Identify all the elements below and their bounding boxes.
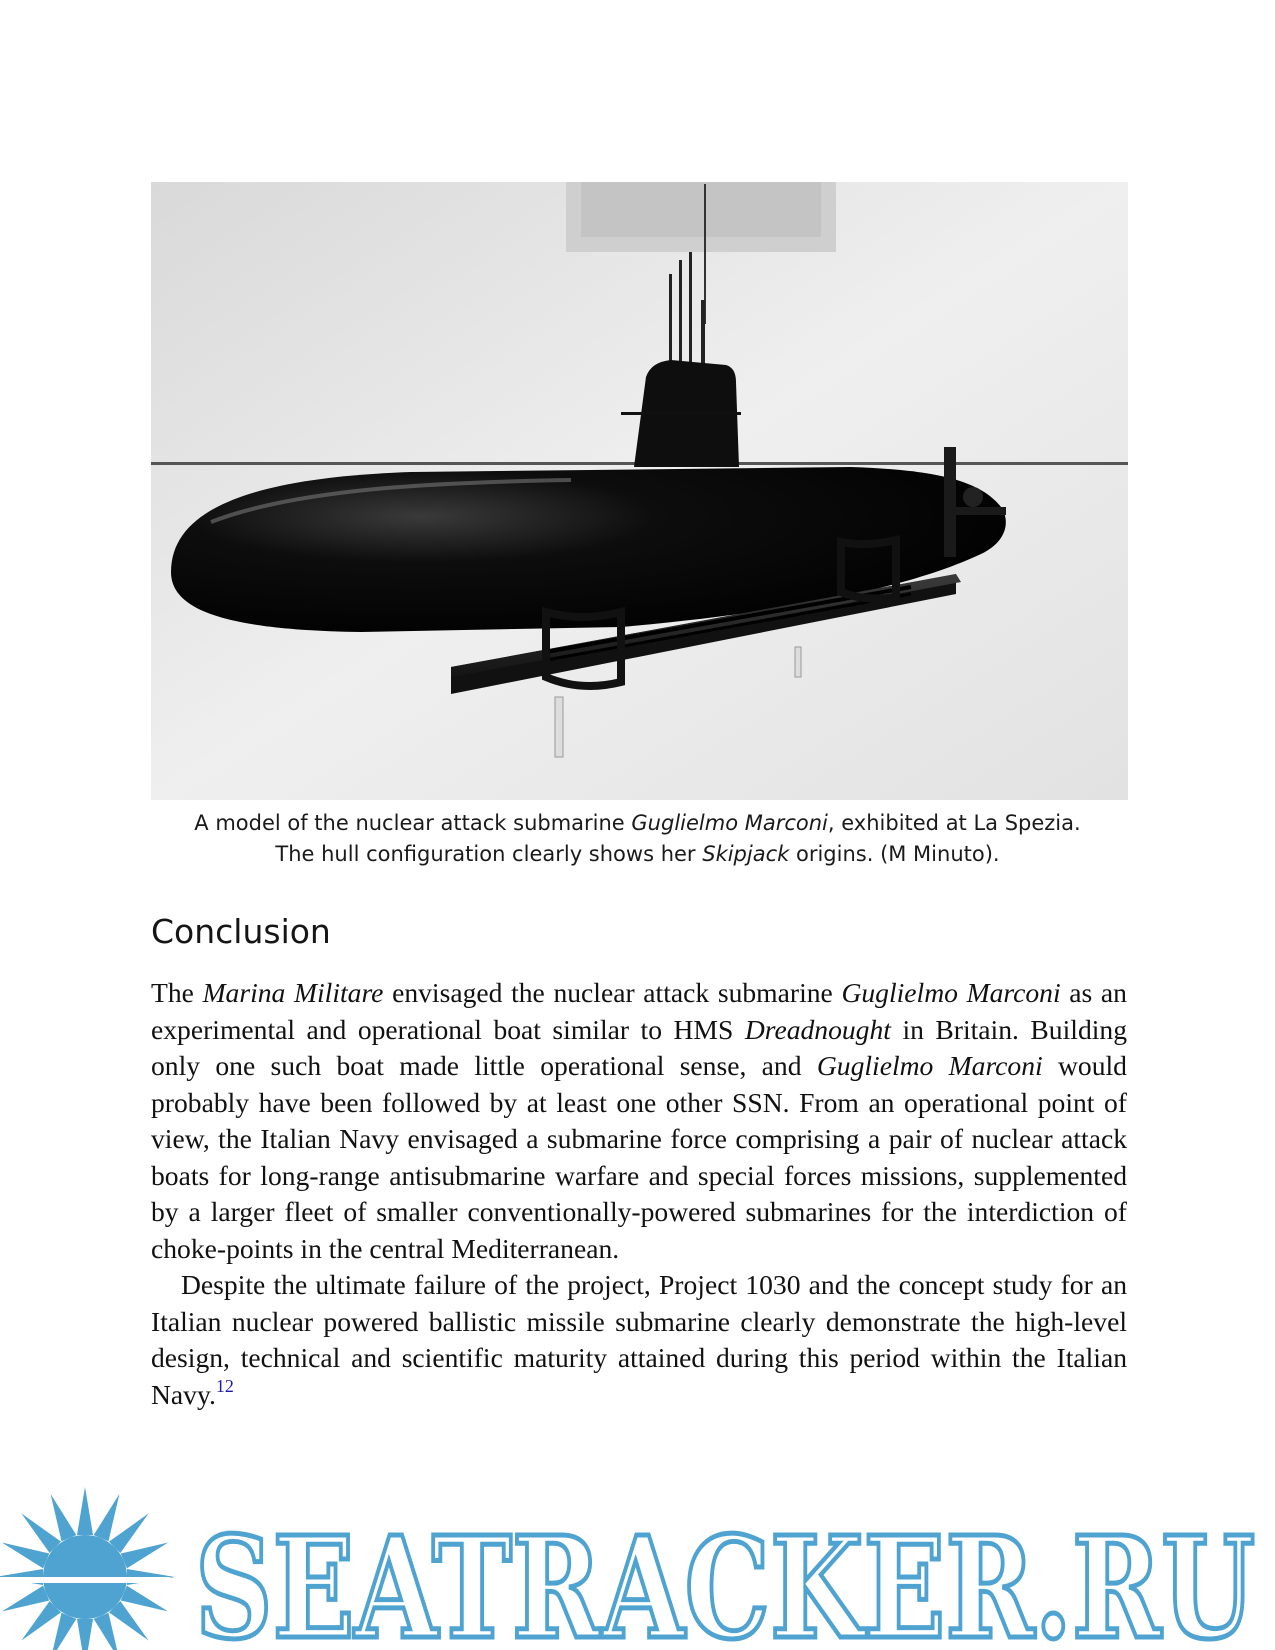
watermark [0,1485,1275,1650]
submarine-model-image [151,182,1128,800]
watermark-graphic [0,1485,1275,1650]
caption-line-2: The hull configuration clearly shows her Skipjack origins. (M Minuto). [275,842,1000,866]
body-text [151,975,1127,1413]
watermark-text: SEATRACKER.RU [195,1507,1255,1650]
submarine-photo [151,182,1128,800]
section-heading: Conclusion [151,912,331,951]
figure-caption [120,808,1155,870]
paragraph-1: The Marina Militare envisaged the nuclear attack submarine Guglielmo Marconi as an experimental and operational boat similar to HMS Dreadnought in Britain. Building only one such boat made little operational sense, and Guglielmo Marconi would probably have been followed by at least one other SSN. From an operational point of view, the Italian Navy envisaged a submarine force comprising a pair of nuclear attack boats for long-range antisubmarine warfare and special forces missions, supplemented by a larger fleet of smaller conventionally-powered submarines for the interdiction of choke-points in the central Mediterranean. [151,977,1127,1264]
paragraph-2: Despite the ultimate failure of the project, Project 1030 and the concept study for an Italian nuclear powered ballistic missile submarine clearly demonstrate the high-level design, technical and scientific maturity attained during this period within the Italian Navy.$^{12}$ [151,1269,1127,1410]
caption-line-1: A model of the nuclear attack submarine Guglielmo Marconi, exhibited at La Spezia. [194,811,1081,835]
footnote-link[interactable]: 12 [215,1375,234,1396]
sun-icon [0,1487,175,1650]
